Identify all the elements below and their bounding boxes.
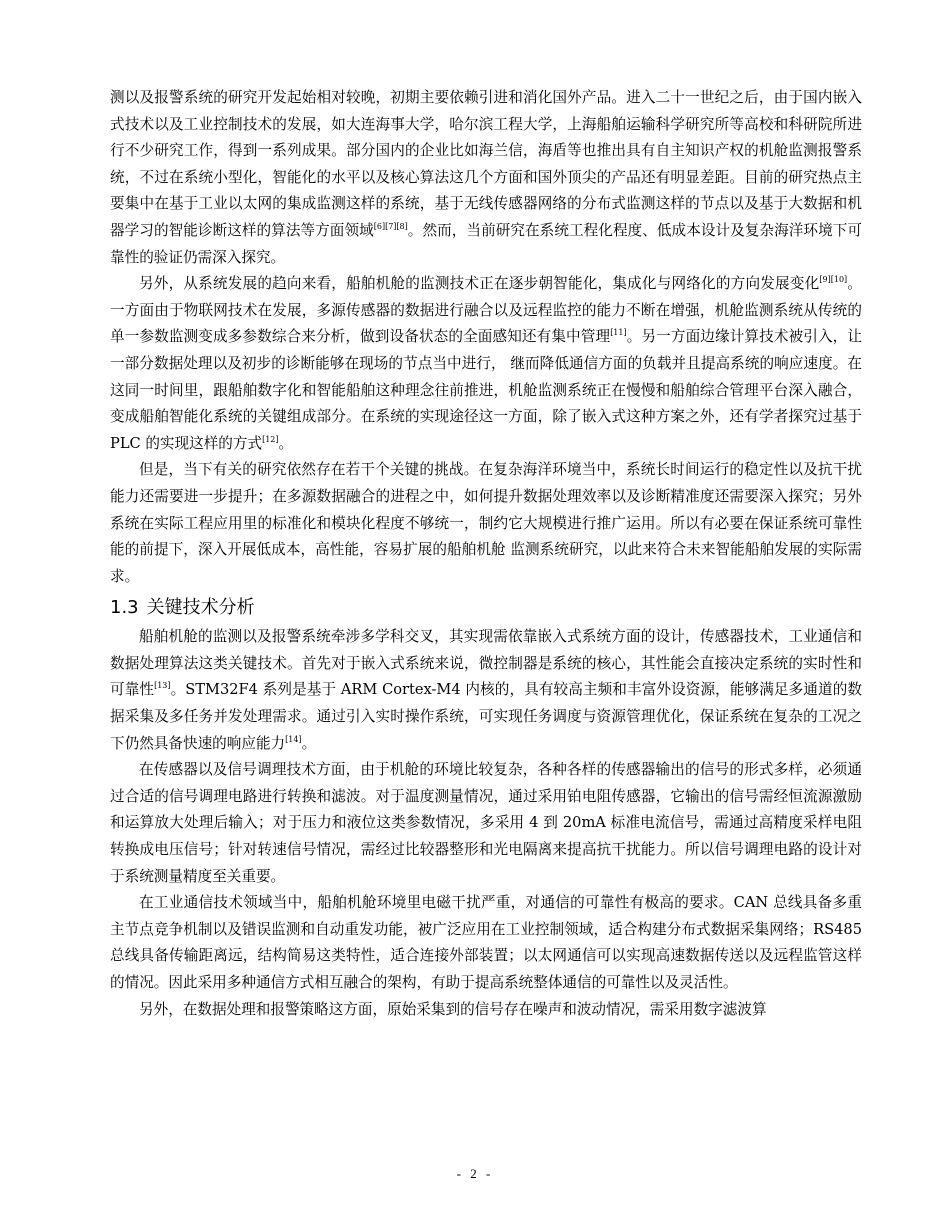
- paragraph-text: 另外，从系统发展的趋向来看，船舶机舱的监测技术正在逐步朝智能化，集成化与网络化的方向发展变化: [139, 275, 820, 293]
- paragraph-text: 在传感器以及信号调理技术方面，由于机舱的环境比较复杂，各种各样的传感器输出的信号的形式多样，必须通过合适的信号调理电路进行转换和滤波。对于温度测量情况，通过采用铂电阻传感器，它输出的信号需经恒流源激励和运算放大处理后输入；对于压力和液位这类参数情况，多采用 4 到 20mA 标准电流信号，需通过高精度采样电阻转换成电压信号；针对转速信号情况，需经过比较器整形和光电隔离来提高抗干扰能力。所以信号调理电路的设计对于系统测量精度至关重要。: [110, 761, 862, 885]
- section-heading: [110, 594, 862, 622]
- section-title: 关键技术分析: [146, 597, 255, 619]
- paragraph: [110, 890, 862, 996]
- body-text-after-section: [110, 624, 862, 1023]
- citation-reference: [13]: [154, 681, 171, 691]
- paragraph: [110, 997, 862, 1024]
- section-number: 1.3: [110, 597, 139, 619]
- citation-reference: [12]: [262, 434, 279, 444]
- paragraph-text: 。STM32F4 系列是基于 ARM Cortex-M4 内核的，具有较高主频和丰富外设资源，能够满足多通道的数据采集及多任务并发处理需求。通过引入实时操作系统，可实现任务调度与资源管理优化，保证系统在复杂的工况之下仍然具备快速的响应能力: [110, 681, 862, 752]
- paragraph-text: 。: [278, 434, 294, 452]
- paragraph: [110, 457, 862, 590]
- paragraph: [110, 271, 862, 457]
- page-number: - 2 -: [456, 1166, 494, 1181]
- paragraph: [110, 624, 862, 757]
- body-text-before-section: [110, 85, 862, 590]
- document-page: [110, 85, 862, 1023]
- citation-reference: [11]: [610, 328, 627, 338]
- paragraph-text: 。然而，当前研究在系统工程化程度、低成本设计及复杂海洋环境下可靠性的验证仍需深入探究。: [110, 221, 862, 266]
- paragraph-text: 。一方面由于物联网技术在发展，多源传感器的数据进行融合以及远程监控的能力不断在增强，机舱监测系统从传统的单一参数监测变成多参数综合来分析，做到设备状态的全面感知还有集中管理: [110, 275, 862, 346]
- paragraph-text: 船舶机舱的监测以及报警系统牵涉多学科交叉，其实现需依靠嵌入式系统方面的设计，传感器技术，工业通信和数据处理算法这类关键技术。首先对于嵌入式系统来说，微控制器是系统的核心，其性能会直接决定系统的实时性和可靠性: [110, 628, 862, 699]
- paragraph: [110, 85, 862, 271]
- citation-reference: [6][7][8]: [373, 221, 408, 231]
- paragraph-text: 测以及报警系统的研究开发起始相对较晚，初期主要依赖引进和消化国外产品。进入二十一世纪之后，由于国内嵌入式技术以及工业控制技术的发展，如大连海事大学，哈尔滨工程大学，上海船舶运输科学研究所等高校和科研院所进行不少研究工作，得到一系列成果。部分国内的企业比如海兰信，海盾等也推出具有自主知识产权的机舱监测报警系统，不过在系统小型化，智能化的水平以及核心算法这几个方面和国外顶尖的产品还有明显差距。目前的研究热点主要集中在基于工业以太网的集成监测这样的系统，基于无线传感器网络的分布式监测这样的节点以及基于大数据和机器学习的智能诊断这样的算法等方面领域: [110, 89, 862, 239]
- paragraph-text: 。另一方面边缘计算技术被引入，让一部分数据处理以及初步的诊断能够在现场的节点当中进行， 继而降低通信方面的负载并且提高系统的响应速度。在这同一时间里，跟船舶数字化和智能船舶这种理念往前推进，机舱监测系统正在慢慢和船舶综合管理平台深入融合，变成船舶智能化系统的关键组成部分。在系统的实现途径这一方面，除了嵌入式这种方案之外，还有学者探究过基于 PLC 的实现这样的方式: [110, 328, 862, 452]
- paragraph-text: 但是，当下有关的研究依然存在若干个关键的挑战。在复杂海洋环境当中，系统长时间运行的稳定性以及抗干扰能力还需要进一步提升；在多源数据融合的进程之中，如何提升数据处理效率以及诊断精准度还需要深入探究；另外系统在实际工程应用里的标准化和模块化程度不够统一，制约它大规模进行推广运用。所以有必要在保证系统可靠性能的前提下，深入开展低成本，高性能，容易扩展的船舶机舱 监测系统研究，以此来符合未来智能船舶发展的实际需求。: [110, 461, 862, 585]
- paragraph-text: 另外，在数据处理和报警策略这方面，原始采集到的信号存在噪声和波动情况，需采用数字滤波算: [139, 1000, 767, 1018]
- paragraph-text: 。: [301, 734, 317, 752]
- paragraph: [110, 757, 862, 890]
- paragraph-text: 在工业通信技术领域当中，船舶机舱环境里电磁干扰严重，对通信的可靠性有极高的要求。CAN 总线具备多重主节点竞争机制以及错误监测和自动重发功能，被广泛应用在工业控制领域，适合构建分布式数据采集网络；RS485 总线具备传输距离远，结构简易这类特性，适合连接外部装置；以太网通信可以实现高速数据传送以及远程监管这样的情况。因此采用多种通信方式相互融合的架构，有助于提高系统整体通信的可靠性以及灵活性。: [110, 894, 862, 991]
- citation-reference: [9][10]: [819, 275, 848, 285]
- citation-reference: [14]: [285, 734, 302, 744]
